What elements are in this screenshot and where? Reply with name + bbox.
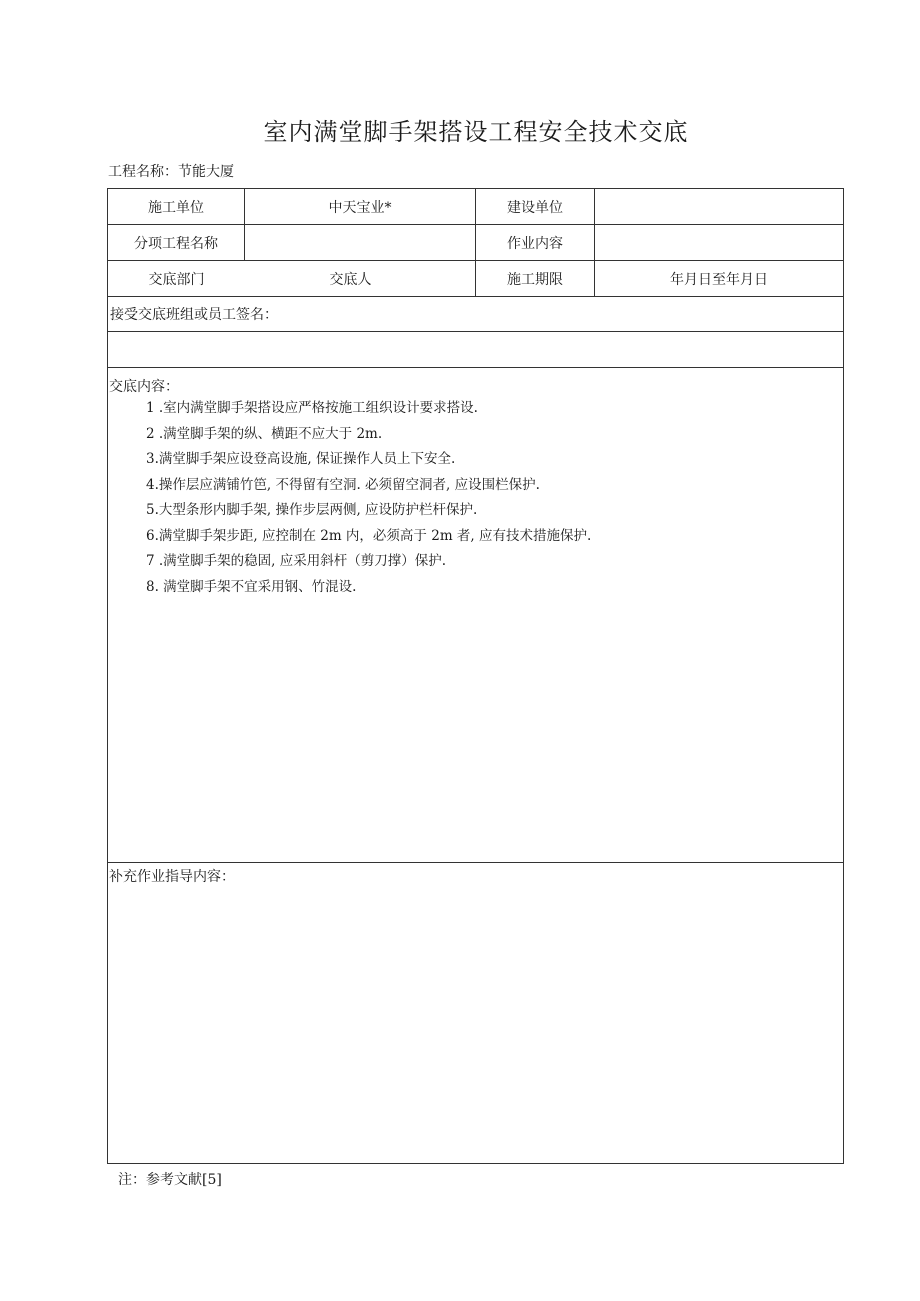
dept-person-cell	[108, 261, 476, 297]
table-row	[108, 261, 844, 297]
table-row	[108, 368, 844, 863]
list-item: 7 .满堂脚手架的稳固, 应采用斜杆（剪刀撑）保护.	[146, 553, 447, 569]
builder-unit-value[interactable]	[595, 189, 844, 225]
work-content-value[interactable]	[595, 225, 844, 261]
list-item: 8. 满堂脚手架不宜采用钢、竹混设.	[146, 578, 357, 595]
signature-field[interactable]	[108, 332, 844, 368]
list-item: 6.满堂脚手架步距, 应控制在 2m 内，必须高于 2m 者, 应有技术措施保护.	[146, 527, 592, 544]
table-row	[108, 332, 844, 368]
project-name-label: 工程名称：	[108, 164, 178, 180]
supplement-content-cell[interactable]	[108, 863, 844, 1164]
handover-form-table	[107, 188, 844, 1164]
supplement-label: 补充作业指导内容：	[109, 869, 235, 885]
document-title: 室内满堂脚手架搭设工程安全技术交底	[263, 118, 689, 146]
project-name-value: 节能大厦	[178, 164, 234, 180]
table-row	[108, 225, 844, 261]
project-name-line	[108, 161, 234, 181]
sub-project-label: 分项工程名称	[108, 225, 245, 261]
table-row	[108, 863, 844, 1164]
handover-content-cell	[108, 368, 844, 863]
list-item: 1 .室内满堂脚手架搭设应严格按施工组织设计要求搭设.	[146, 400, 478, 416]
construction-unit-value[interactable]: 中天宝业*	[245, 189, 476, 225]
person-label: 交底人	[329, 271, 372, 288]
builder-unit-label: 建设单位	[476, 189, 595, 225]
content-list	[108, 396, 843, 600]
list-item: 2 .满堂脚手架的纵、横距不应大于 2m.	[146, 425, 383, 442]
list-item: 5.大型条形内脚手架, 操作步层两侧, 应设防护栏杆保护.	[146, 502, 478, 518]
table-row	[108, 189, 844, 225]
list-item: 3.满堂脚手架应设登高设施, 保证操作人员上下安全.	[146, 451, 456, 467]
table-row	[108, 297, 844, 332]
sub-project-value[interactable]	[245, 225, 476, 261]
content-label: 交底内容：	[109, 379, 179, 395]
construction-unit-label: 施工单位	[108, 189, 245, 225]
dept-label: 交底部门	[148, 271, 205, 288]
period-value[interactable]: 年月日至年月日	[595, 261, 844, 297]
work-content-label: 作业内容	[476, 225, 595, 261]
reference-note: 注：参考文献[5]	[118, 1172, 222, 1188]
signature-label: 接受交底班组或员工签名：	[108, 297, 844, 332]
period-label: 施工期限	[476, 261, 595, 297]
list-item: 4.操作层应满铺竹笆, 不得留有空洞. 必须留空洞者, 应设围栏保护.	[146, 476, 540, 493]
